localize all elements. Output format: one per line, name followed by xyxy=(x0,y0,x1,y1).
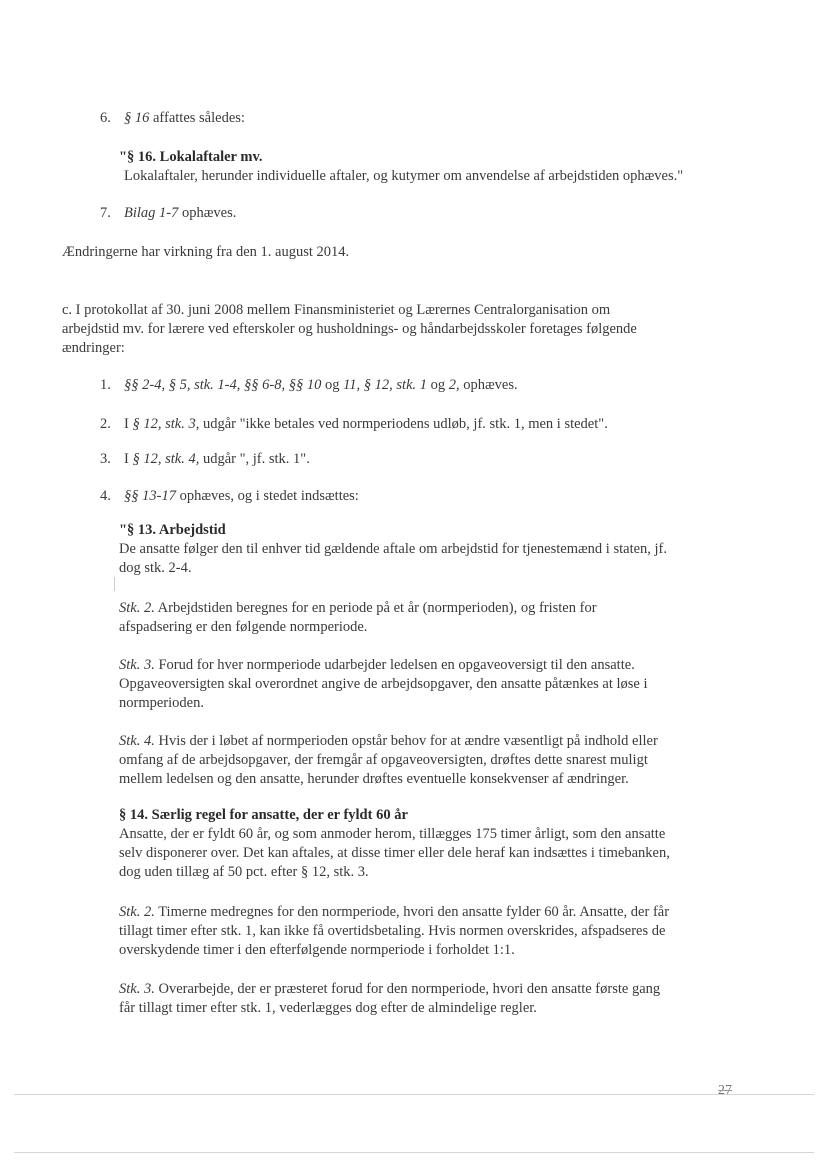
margin-mark xyxy=(114,577,115,591)
paragraph-ref: 11, § 12, stk. 1 xyxy=(343,377,427,393)
section-heading: "§ 16. Lokalaftaler mv. xyxy=(119,149,263,165)
paragraph-text: dog uden tillæg af 50 pct. efter § 12, stk. 3. xyxy=(119,864,369,880)
paragraph-line: Overarbejde, der er præsteret forud for den normperiode, hvori den ansatte første gang xyxy=(154,981,661,997)
list-number: 2. xyxy=(100,416,111,432)
stk-label: Stk. 2. xyxy=(119,600,155,616)
bottom-rule xyxy=(14,1152,814,1153)
paragraph-text: dog stk. 2-4. xyxy=(119,560,192,576)
paragraph-line: Arbejdstiden beregnes for en periode på et år (normperioden), og fristen for xyxy=(154,600,597,616)
list-item-text: ophæves. xyxy=(178,205,237,221)
paragraph-text xyxy=(119,980,660,999)
paragraph-line: Hvis der i løbet af normperioden opstår behov for at ændre væsentligt på indhold eller xyxy=(154,733,658,749)
list-item-text: ophæves. xyxy=(459,377,518,393)
paragraph-ref: § 12, stk. 3, xyxy=(132,416,200,432)
list-item xyxy=(124,450,310,469)
list-item xyxy=(124,376,518,395)
list-item-text: I xyxy=(124,416,133,432)
paragraph-line: Forud for hver normperiode udarbejder ledelsen en opgaveoversigt til den ansatte. xyxy=(154,657,635,673)
paragraph-ref: §§ 13-17 xyxy=(124,488,176,504)
paragraph-text: mellem ledelsen og den ansatte, herunder drøftes eventuelle konsekvenser af ændringer. xyxy=(119,771,629,787)
paragraph-text xyxy=(119,732,658,751)
paragraph-text xyxy=(119,903,669,922)
page-number: 27 xyxy=(718,1083,732,1098)
paragraph-ref: § 12, stk. 4, xyxy=(132,451,200,467)
paragraph-text: afspadsering er den følgende normperiode. xyxy=(119,619,368,635)
paragraph-text: selv disponerer over. Det kan aftales, at disse timer eller dele heraf kan indsættes i timebanken, xyxy=(119,845,670,861)
list-number: 1. xyxy=(100,377,111,393)
section-heading: § 14. Særlig regel for ansatte, der er fyldt 60 år xyxy=(119,807,408,823)
stk-label: Stk. 2. xyxy=(119,904,155,920)
paragraph-ref: §§ 2-4, § 5, stk. 1-4, §§ 6-8, §§ 10 xyxy=(124,377,322,393)
list-item xyxy=(124,487,359,506)
list-item-text: I xyxy=(124,451,133,467)
list-number: 6. xyxy=(100,110,111,126)
paragraph-text: Lokalaftaler, herunder individuelle aftaler, og kutymer om anvendelse af arbejdstiden ophæves." xyxy=(124,168,684,184)
stk-label: Stk. 3. xyxy=(119,657,155,673)
stk-label: Stk. 3. xyxy=(119,981,155,997)
effect-note: Ændringerne har virkning fra den 1. august 2014. xyxy=(62,244,350,260)
paragraph-ref: Bilag 1-7 xyxy=(124,205,179,221)
list-item xyxy=(124,204,236,223)
section-heading: "§ 13. Arbejdstid xyxy=(119,522,226,538)
list-item-text: udgår ", jf. stk. 1". xyxy=(199,451,310,467)
paragraph-ref: § 16 xyxy=(124,110,150,126)
list-item-text: og xyxy=(427,377,449,393)
footer-rule xyxy=(14,1094,814,1095)
list-item-text: ophæves, og i stedet indsættes: xyxy=(175,488,359,504)
paragraph-ref: 2, xyxy=(448,377,460,393)
paragraph-text: Opgaveoversigten skal overordnet angive de arbejdsopgaver, den ansatte påtænkes at løse i xyxy=(119,676,648,692)
paragraph-text xyxy=(119,599,597,618)
list-item-text: affattes således: xyxy=(149,110,245,126)
list-item xyxy=(124,109,245,128)
list-number: 7. xyxy=(100,205,111,221)
paragraph-text: normperioden. xyxy=(119,695,204,711)
list-item-text: og xyxy=(321,377,344,393)
paragraph-line: Timerne medregnes for den normperiode, hvori den ansatte fylder 60 år. Ansatte, der får xyxy=(154,904,670,920)
paragraph-text: c. I protokollat af 30. juni 2008 mellem Finansministeriet og Lærernes Centralorganisation om xyxy=(62,302,611,318)
paragraph-text: ændringer: xyxy=(62,340,125,356)
stk-label: Stk. 4. xyxy=(119,733,155,749)
paragraph-text: tillagt timer efter stk. 1, kan ikke få overtidsbetaling. Hvis normen overskrides, afspadseres de xyxy=(119,923,666,939)
paragraph-text: arbejdstid mv. for lærere ved efterskoler og husholdnings- og håndarbejdsskoler foretages følgende xyxy=(62,321,637,337)
paragraph-text: Ansatte, der er fyldt 60 år, og som anmoder herom, tillægges 175 timer årligt, som den ansatte xyxy=(119,826,666,842)
paragraph-text xyxy=(119,656,635,675)
paragraph-text: overskydende timer i den efterfølgende normperiode i forholdet 1:1. xyxy=(119,942,515,958)
paragraph-text: får tillagt timer efter stk. 1, vederlægges dog efter de almindelige regler. xyxy=(119,1000,537,1016)
paragraph-text: De ansatte følger den til enhver tid gældende aftale om arbejdstid for tjenestemænd i staten, jf. xyxy=(119,541,668,557)
list-number: 4. xyxy=(100,488,111,504)
paragraph-text: omfang af de arbejdsopgaver, der fremgår af opgaveoversigten, drøftes dette snarest muligt xyxy=(119,752,648,768)
list-item xyxy=(124,415,608,434)
list-item-text: udgår "ikke betales ved normperiodens udløb, jf. stk. 1, men i stedet". xyxy=(199,416,608,432)
list-number: 3. xyxy=(100,451,111,467)
